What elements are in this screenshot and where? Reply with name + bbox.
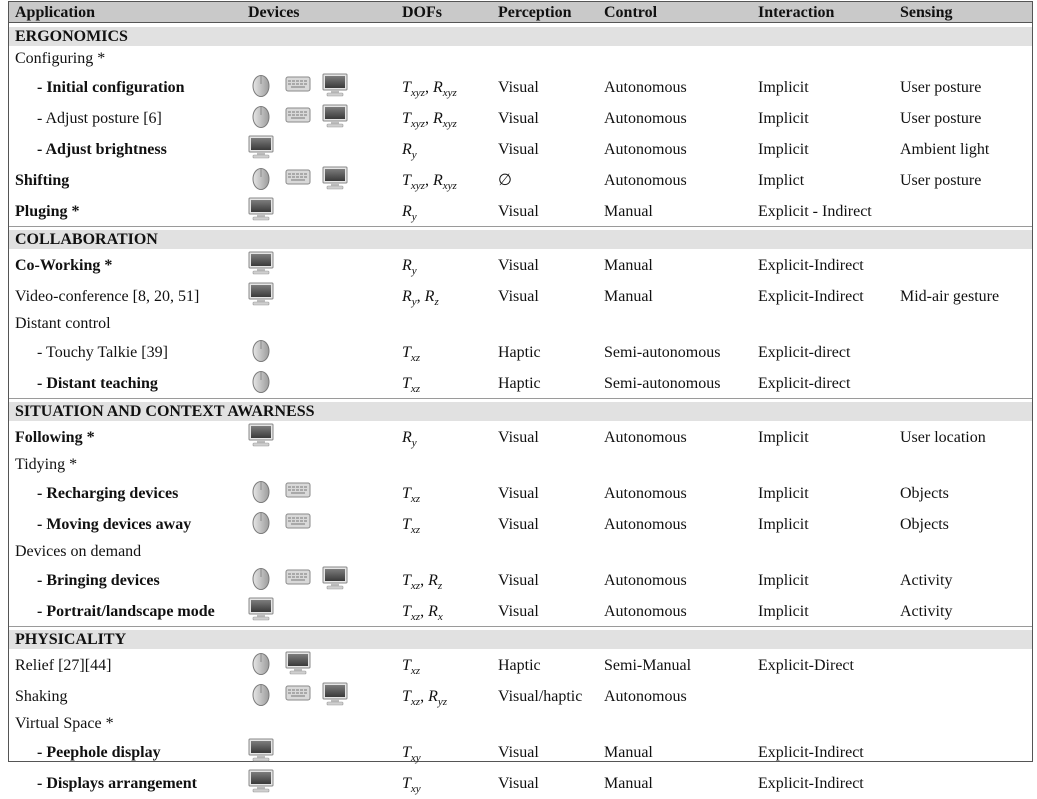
application-name: - Initial configuration [37,79,185,96]
dofs-value [402,774,421,794]
group-row [9,539,1032,564]
dof-axes: xz [410,696,421,708]
interaction-value: Implicit [758,79,809,96]
table-row [9,680,1032,711]
dofs-value: $T_{xz}$, $R_x$ [402,603,443,623]
dofs-value [402,656,420,676]
header-control: Control [604,4,658,21]
table-row [9,249,1032,280]
dofs-value [402,428,417,448]
dofs-value: $T_{xz}$, $R_{yz}$ [402,688,448,708]
device-icons [248,135,368,165]
dofs-value [402,202,417,222]
interaction-value: Implicit [758,110,809,127]
application-table [8,1,1033,795]
table-row [9,595,1032,626]
table-row [9,102,1032,133]
application-name: Tidying * [15,456,78,473]
sensing-value: Objects [900,516,949,533]
device-icons [248,479,368,509]
interaction-value: Implicit [758,429,809,446]
application-name: - Adjust posture [6] [37,110,162,127]
section-divider [9,398,1032,399]
control-value: Autonomous [604,603,687,620]
perception-value: Visual [498,288,539,305]
dof-symbol: R [402,141,412,158]
table-row [9,564,1032,595]
application-name: - Bringing devices [37,572,160,589]
dof-symbol: R [402,203,412,220]
application-name: - Adjust brightness [37,141,167,158]
control-value: Autonomous [604,429,687,446]
interaction-value: Implicit [758,603,809,620]
dof-symbol: T [402,744,411,761]
interaction-value: Implict [758,172,805,189]
application-name: Video-conference [8, 20, 51] [15,288,200,305]
dof-axes: xz [410,352,421,364]
section-header-ergonomics: ERGONOMICS [9,27,1032,46]
dof-symbol: R [402,429,412,446]
dof-axes: xyz [410,118,425,130]
dof-symbol: T [402,375,411,392]
perception-value: ∅ [498,172,512,189]
application-name: Relief [27][44] [15,657,112,674]
group-row [9,711,1032,736]
table-row [9,421,1032,452]
control-value: Autonomous [604,688,687,705]
dof-symbol: T [402,688,411,705]
perception-value: Visual [498,516,539,533]
device-icons [248,73,368,103]
dof-symbol: T [402,344,411,361]
device-icons [248,682,368,712]
interaction-value: Implicit [758,141,809,158]
dof-axes: xz [410,580,421,592]
dof-axes: x [437,611,443,623]
dofs-value [402,256,417,276]
sensing-value: Activity [900,572,953,589]
dof-symbol: T [402,110,411,127]
table-row [9,736,1032,767]
application-name: - Portrait/landscape mode [37,603,215,620]
control-value: Manual [604,744,653,761]
control-value: Autonomous [604,485,687,502]
interaction-value: Explicit-Indirect [758,744,864,761]
dof-symbol: T [402,775,411,792]
header-interaction: Interaction [758,4,835,21]
dof-axes: y [411,265,417,277]
dof-symbol: T [402,657,411,674]
dof-axes: xyz [410,87,425,99]
device-icons [248,166,368,196]
control-value: Autonomous [604,79,687,96]
section-divider [9,226,1032,227]
control-value: Manual [604,257,653,274]
dof-symbol: R [402,257,412,274]
dof-axes: xyz [442,180,457,192]
interaction-value: Explicit-Indirect [758,775,864,792]
sensing-value: User posture [900,172,982,189]
dof-symbol: R [424,288,435,305]
table-row [9,133,1032,164]
header-dofs: DOFs [402,4,442,21]
perception-value: Haptic [498,344,541,361]
application-name: - Distant teaching [37,375,158,392]
dof-axes: y [411,211,417,223]
dof-symbol: T [402,79,411,96]
application-name: Virtual Space * [15,715,114,732]
control-value: Semi-autonomous [604,375,721,392]
group-row [9,452,1032,477]
application-name: Devices on demand [15,543,142,560]
header-application: Application [15,4,96,21]
device-icons [248,369,368,399]
device-icons [248,282,368,312]
control-value: Autonomous [604,572,687,589]
sensing-value: User posture [900,79,982,96]
interaction-value: Explicit-direct [758,375,851,392]
interaction-value: Explicit-direct [758,344,851,361]
dofs-value: $T_{xyz}$, $R_{xyz}$ [402,110,457,130]
sensing-value: Ambient light [900,141,990,158]
control-value: Autonomous [604,172,687,189]
dofs-value [402,140,417,160]
interaction-value: Implicit [758,572,809,589]
section-divider [9,626,1032,627]
application-name: - Displays arrangement [37,775,197,792]
dofs-value: $T_{xyz}$, $R_{xyz}$ [402,172,457,192]
perception-value: Visual [498,429,539,446]
dofs-value: $T_{xz}$, $R_z$ [402,572,443,592]
interaction-value: Explicit-Indirect [758,288,864,305]
dofs-value [402,374,420,394]
perception-value: Visual [498,744,539,761]
dof-axes: y [411,149,417,161]
perception-value: Visual [498,79,539,96]
dofs-value: $T_{xyz}$, $R_{xyz}$ [402,79,457,99]
interaction-value: Explicit-Direct [758,657,854,674]
group-row [9,46,1032,71]
device-icons [248,510,368,540]
application-name: - Moving devices away [37,516,192,533]
dof-symbol: R [432,172,443,189]
perception-value: Visual/haptic [498,688,583,705]
dof-symbol: R [428,572,438,589]
sensing-value: Activity [900,603,953,620]
dofs-value [402,743,421,763]
interaction-value: Explicit-Indirect [758,257,864,274]
dof-symbol: R [428,688,438,705]
header-sensing: Sensing [900,4,953,21]
device-icons [248,651,368,681]
dof-symbol: T [402,603,411,620]
device-icons [248,338,368,368]
control-value: Semi-autonomous [604,344,721,361]
sensing-value: User posture [900,110,982,127]
sensing-value: User location [900,429,986,446]
dof-axes: xz [410,383,421,395]
control-value: Semi-Manual [604,657,692,674]
perception-value: Visual [498,775,539,792]
device-icons [248,423,368,453]
application-name: Shifting [15,172,70,189]
sensing-value: Mid-air gesture [900,288,1000,305]
dof-axes: xy [410,752,421,764]
perception-value: Visual [498,485,539,502]
perception-value: Visual [498,603,539,620]
dof-axes: xyz [410,180,425,192]
table-row [9,71,1032,102]
application-name: Configuring * [15,50,106,67]
section-header-situation-and-context-awarness: SITUATION AND CONTEXT AWARNESS [9,402,1032,421]
dof-axes: xz [410,493,421,505]
dofs-value [402,343,420,363]
perception-value: Visual [498,203,539,220]
dof-axes: xyz [442,118,457,130]
control-value: Autonomous [604,141,687,158]
application-name: Co-Working * [15,257,113,274]
header-devices: Devices [248,4,300,21]
dofs-value [402,484,420,504]
sensing-value: Objects [900,485,949,502]
dof-symbol: T [402,485,411,502]
application-name: - Peephole display [37,744,161,761]
table-header [9,2,1032,23]
section-header-physicality: PHYSICALITY [9,630,1032,649]
dof-symbol: T [402,172,411,189]
device-icons [248,738,368,768]
interaction-value: Implicit [758,516,809,533]
dofs-value [402,515,420,535]
table-row [9,767,1032,798]
dof-symbol: R [432,110,443,127]
table-row [9,336,1032,367]
dof-axes: yz [437,696,448,708]
perception-value: Visual [498,141,539,158]
control-value: Manual [604,203,653,220]
dof-symbol: R [402,288,412,305]
control-value: Autonomous [604,110,687,127]
dof-axes: y [411,296,417,308]
dof-axes: z [437,580,443,592]
application-name: Distant control [15,315,111,332]
header-perception: Perception [498,4,572,21]
dof-symbol: T [402,572,411,589]
table-row [9,367,1032,398]
application-name: - Recharging devices [37,485,179,502]
application-name: - Touchy Talkie [39] [37,344,168,361]
device-icons [248,566,368,596]
dof-axes: xyz [442,87,457,99]
application-name: Shaking [15,688,68,705]
dof-axes: xz [410,611,421,623]
control-value: Autonomous [604,516,687,533]
application-name: Pluging * [15,203,80,220]
dof-axes: xy [410,783,421,795]
device-icons [248,251,368,281]
dof-axes: y [411,437,417,449]
table-row [9,649,1032,680]
perception-value: Haptic [498,657,541,674]
dof-symbol: R [432,79,443,96]
control-value: Manual [604,775,653,792]
dof-axes: xz [410,524,421,536]
dofs-value: $R_y$, $R_z$ [402,288,439,308]
table-row [9,280,1032,311]
table-row [9,195,1032,226]
table-row [9,164,1032,195]
device-icons [248,104,368,134]
dof-symbol: R [428,603,438,620]
application-name: Following * [15,429,95,446]
table-row [9,477,1032,508]
perception-value: Visual [498,110,539,127]
perception-value: Haptic [498,375,541,392]
table-row [9,508,1032,539]
perception-value: Visual [498,572,539,589]
device-icons [248,769,368,799]
control-value: Manual [604,288,653,305]
group-row [9,311,1032,336]
perception-value: Visual [498,257,539,274]
dof-axes: z [434,296,439,308]
dof-axes: xz [410,665,421,677]
section-header-collaboration: COLLABORATION [9,230,1032,249]
dof-symbol: T [402,516,411,533]
device-icons [248,197,368,227]
interaction-value: Explicit - Indirect [758,203,872,220]
device-icons [248,597,368,627]
interaction-value: Implicit [758,485,809,502]
